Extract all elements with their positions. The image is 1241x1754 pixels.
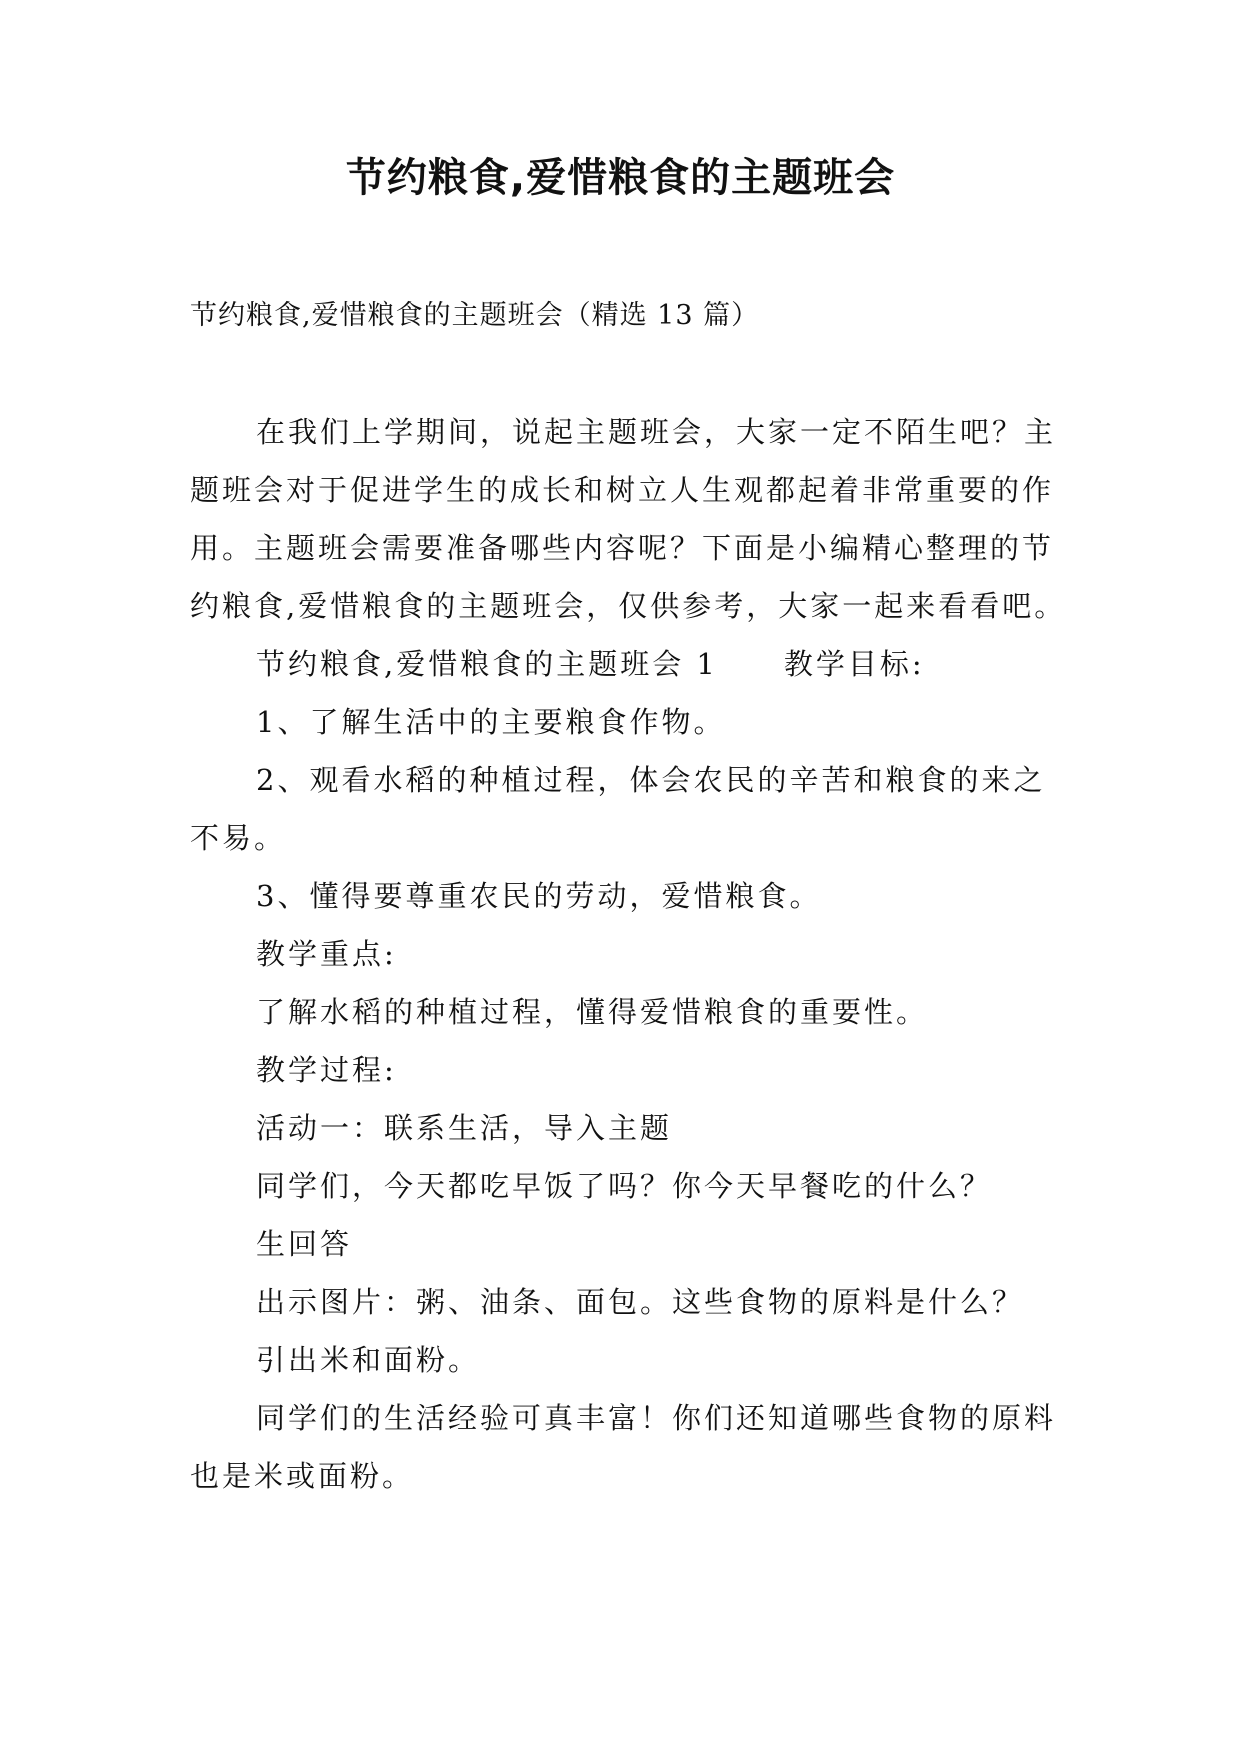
section-heading-line bbox=[190, 635, 1070, 693]
document-subtitle: 节约粮食,爱惜粮食的主题班会（精选 13 篇） bbox=[190, 300, 760, 331]
key-points-label: 教学重点: bbox=[256, 937, 397, 971]
objective-item: 1、了解生活中的主要粮食作物。 bbox=[256, 705, 726, 739]
objective-item: 2、观看水稻的种植过程，体会农民的辛苦和粮食的来之不易。 bbox=[190, 763, 1046, 855]
process-label: 教学过程: bbox=[256, 1053, 397, 1087]
activity-one-heading: 活动一：联系生活，导入主题 bbox=[256, 1111, 673, 1145]
student-answer: 生回答 bbox=[256, 1227, 353, 1261]
intro-paragraph: 在我们上学期间，说起主题班会，大家一定不陌生吧？主题班会对于促进学生的成长和树立人生观都起着非常重要的作用。主题班会需要准备哪些内容呢？下面是小编精心整理的节约粮食,爱惜粮食的主题班会，仅供参考，大家一起来看看吧。 bbox=[190, 415, 1067, 623]
closing-paragraph: 同学们的生活经验可真丰富！你们还知道哪些食物的原料也是米或面粉。 bbox=[190, 1401, 1057, 1493]
objectives-label: 教学目标: bbox=[783, 647, 925, 681]
section-heading: 节约粮食,爱惜粮食的主题班会 1 bbox=[256, 647, 718, 681]
lead-out: 引出米和面粉。 bbox=[256, 1343, 481, 1377]
question-breakfast: 同学们，今天都吃早饭了吗？你今天早餐吃的什么？ bbox=[256, 1169, 993, 1203]
show-pictures: 出示图片：粥、油条、面包。这些食物的原料是什么？ bbox=[256, 1285, 1025, 1319]
document-title: 节约粮食,爱惜粮食的主题班会 bbox=[345, 155, 896, 201]
objective-item: 3、懂得要尊重农民的劳动，爱惜粮食。 bbox=[256, 879, 822, 913]
key-points-text: 了解水稻的种植过程，懂得爱惜粮食的重要性。 bbox=[256, 995, 929, 1029]
document-body bbox=[190, 403, 1070, 1505]
